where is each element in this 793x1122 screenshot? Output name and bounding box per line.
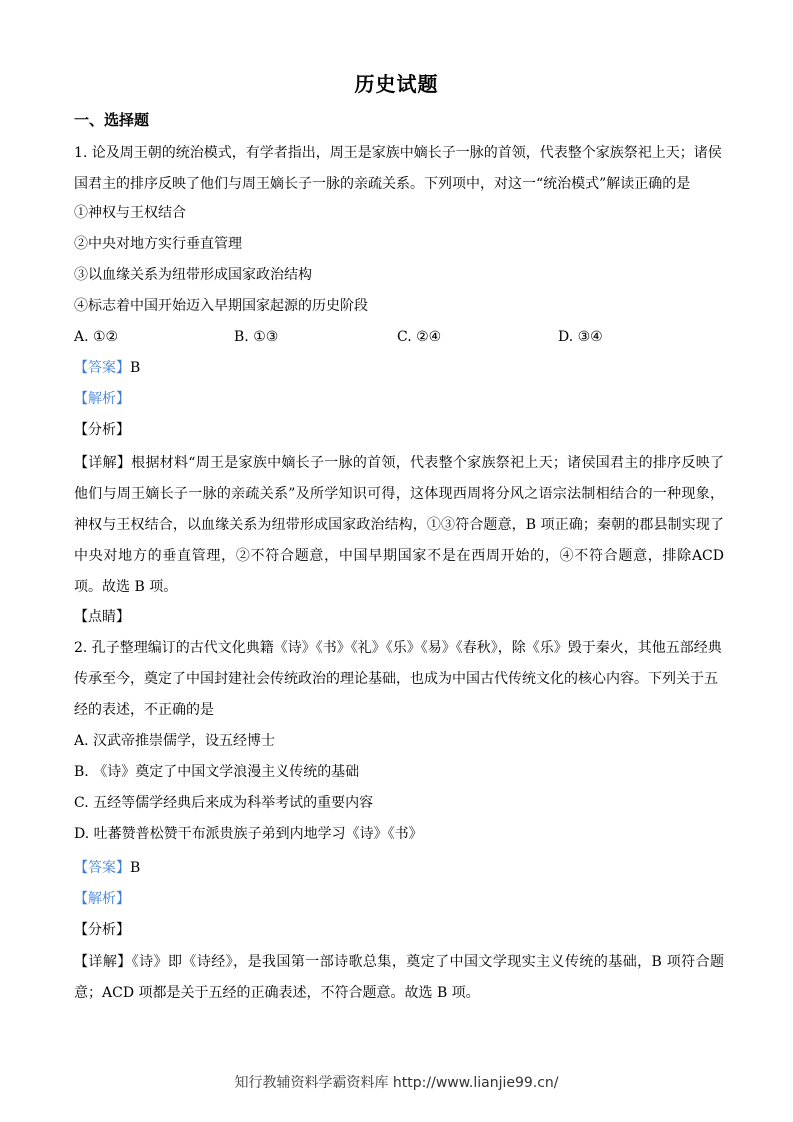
q1-item-3: ③以血缘关系为纽带形成国家政治结构 xyxy=(74,267,312,283)
q1-dianjing-label: 【点睛】 xyxy=(74,609,130,625)
q1-answer-value: B xyxy=(130,360,141,376)
section-heading: 一、选择题 xyxy=(74,111,150,129)
q2-detail-label: 【详解】 xyxy=(74,954,132,970)
q2-option-d: D. 吐蕃赞普松赞干布派贵族子弟到内地学习《诗》《书》 xyxy=(74,826,423,842)
q1-item-4: ④标志着中国开始迈入早期国家起源的历史阶段 xyxy=(74,298,368,314)
q2-answer xyxy=(74,858,724,878)
q1-option-c: C. ②④ xyxy=(397,329,442,345)
q1-option-d: D. ③④ xyxy=(558,329,603,345)
page-title: 历史试题 xyxy=(354,72,439,96)
q2-answer-label: 【答案】 xyxy=(74,860,130,876)
q2-option-a: A. 汉武帝推崇儒学，设五经博士 xyxy=(74,733,276,749)
q2-answer-value: B xyxy=(130,860,141,876)
q1-answer-label: 【答案】 xyxy=(74,360,130,376)
q1-answer xyxy=(74,358,724,378)
q1-detail-text: 根据材料“周王是家族中嫡长子一脉的首领，代表整个家族祭祀上天；诸侯国君主的排序反映了他们与周王嫡长子一脉的亲疏关系”及所学知识可得，这体现西周将分风之语宗法制相结合的一种现象，神权与王权结合，以血缘关系为纽带形成国家政治结构，①③符合题意，B 项正确；秦朝的郡县制实现了中央对地方的垂直管理，②不符合题意，中国早期国家不是在西周开始的，④不符合题意，排除ACD 项。故选 B 项。 xyxy=(74,455,725,595)
q1-analysis-label: 【解析】 xyxy=(74,391,130,407)
q1-stem-line1: 1. 论及周王朝的统治模式，有学者指出，周王是家族中嫡长子一脉的首领，代表整个家族祭祀上天；诸侯 xyxy=(74,145,722,161)
q2-detail-text: 《诗》即《诗经》，是我国第一部诗歌总集，奠定了中国文学现实主义传统的基础，B 项符合题意；ACD 项都是关于五经的正确表述，不符合题意。故选 B 项。 xyxy=(74,954,724,1001)
q2-detail xyxy=(74,947,724,1009)
q1-detail xyxy=(74,448,724,603)
q2-stem-line3: 经的表述，不正确的是 xyxy=(74,702,214,718)
q2-stem-line2: 传承至今，奠定了中国封建社会传统政治的理论基础，也成为中国古代传统文化的核心内容。下列关于五 xyxy=(74,671,718,687)
q2-analysis-label: 【解析】 xyxy=(74,891,130,907)
footer-watermark: 知行教辅资料学霸资料库 http://www.lianjie99.cn/ xyxy=(234,1075,559,1091)
q2-option-b: B. 《诗》奠定了中国文学浪漫主义传统的基础 xyxy=(74,764,360,780)
q1-detail-label: 【详解】 xyxy=(74,455,132,471)
q1-option-b: B. ①③ xyxy=(234,329,279,345)
q2-stem-line1: 2. 孔子整理编订的古代文化典籍《诗》《书》《礼》《乐》《易》《春秋》，除《乐》毁于秦火，其他五部经典 xyxy=(74,640,722,656)
q2-fenxi-label: 【分析】 xyxy=(74,922,130,938)
q1-stem-line2: 国君主的排序反映了他们与周王嫡长子一脉的亲疏关系。下列项中，对这一“统治模式”解读正确的是 xyxy=(74,176,691,192)
q1-fenxi-label: 【分析】 xyxy=(74,422,130,438)
q2-option-c: C. 五经等儒学经典后来成为科举考试的重要内容 xyxy=(74,795,374,811)
q1-option-a: A. ①② xyxy=(74,329,119,345)
q1-item-2: ②中央对地方实行垂直管理 xyxy=(74,236,242,252)
q1-item-1: ①神权与王权结合 xyxy=(74,205,186,221)
